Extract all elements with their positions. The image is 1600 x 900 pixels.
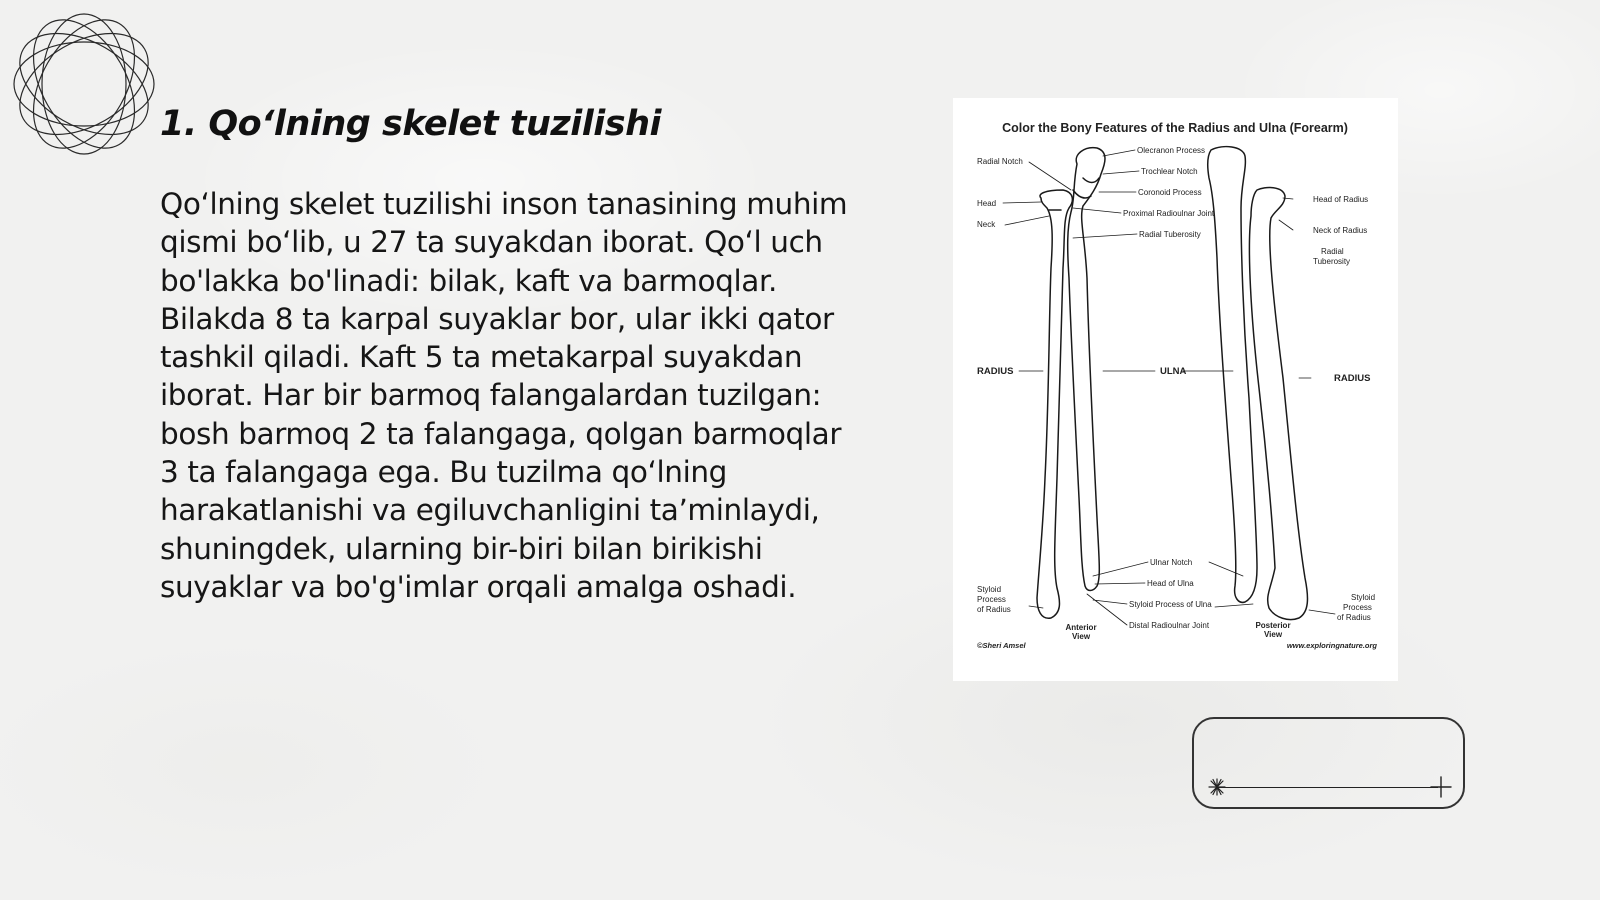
label-styloid-left-2: Process [977,595,1006,604]
navigation-box [1192,717,1465,809]
label-olecranon: Olecranon Process [1137,146,1206,155]
label-styloid-ulna: Styloid Process of Ulna [1129,600,1212,609]
navigation-track[interactable] [1216,787,1438,788]
slide-body-text: Qo‘lning skelet tuzilishi inson tanasining muhim qismi bo‘lib, u 27 ta suyakdan iborat. Qo‘l uch bo'lakka bo'linadi: bilak, kaft va barmoqlar. Bilakda 8 ta karpal suyaklar bor, ular ikki qator tashkil qiladi. Kaft 5 ta metakarpal suyakdan iborat. Har bir barmoq falangalardan tuzilgan: bosh barmoq 2 ta falangaga, qolgan barmoqlar 3 ta falangaga ega. Bu tuzilma qo‘lning harakatlanishi va egiluvchanligini ta’minlaydi, shuningdek, ularning bir-biri bilan birikishi suyaklar va bo'g'imlar orqali amalga oshadi. [160,187,848,604]
label-proximal-joint: Proximal Radioulnar Joint [1123,209,1215,218]
radius-ulna-diagram [953,98,1398,681]
label-ulna: ULNA [1160,366,1187,377]
label-styloid-left-1: Styloid [977,585,1002,594]
sparkle-icon[interactable] [1207,777,1227,797]
crosshair-icon[interactable] [1430,776,1452,798]
label-distal-joint: Distal Radioulnar Joint [1129,621,1210,630]
illustration-title: Color the Bony Features of the Radius and Ulna (Forearm) [1002,121,1348,135]
label-neck-radius: Neck of Radius [1313,226,1368,235]
label-radial-tuberosity: Radial Tuberosity [1139,230,1201,239]
label-styloid-right-3: of Radius [1337,613,1371,622]
anterior-ulna-bone [1068,148,1105,591]
label-styloid-left-3: of Radius [977,605,1011,614]
posterior-ulna-bone [1208,147,1257,603]
label-posterior-2: View [1263,630,1283,639]
label-anterior-1: Anterior [1065,623,1097,632]
label-head-radius: Head of Radius [1313,195,1369,204]
forearm-bones-illustration [953,98,1398,681]
label-ulnar-notch: Ulnar Notch [1150,558,1193,567]
label-head: Head [977,199,997,208]
posterior-radius-bone [1249,188,1307,620]
label-anterior-2: View [1071,632,1091,641]
label-radius-left: RADIUS [977,366,1014,377]
website-text: www.exploringnature.org [1286,641,1377,650]
label-neck: Neck [977,220,996,229]
label-radius-right: RADIUS [1334,373,1371,384]
credit-text: ©Sheri Amsel [977,641,1026,650]
anterior-radius-bone [1037,190,1072,618]
label-coronoid: Coronoid Process [1138,188,1202,197]
label-posterior-1: Posterior [1255,621,1291,630]
label-head-ulna: Head of Ulna [1147,579,1194,588]
label-radial-notch: Radial Notch [977,157,1023,166]
rings-logo-icon [10,10,158,158]
label-styloid-right-1: Styloid [1351,593,1376,602]
label-trochlear: Trochlear Notch [1141,167,1198,176]
label-radial-tuberosity-right-2: Tuberosity [1313,257,1351,266]
slide-title: 1. Qo‘lning skelet tuzilishi [160,104,662,144]
label-radial-tuberosity-right-1: Radial [1321,247,1344,256]
label-styloid-right-2: Process [1343,603,1372,612]
